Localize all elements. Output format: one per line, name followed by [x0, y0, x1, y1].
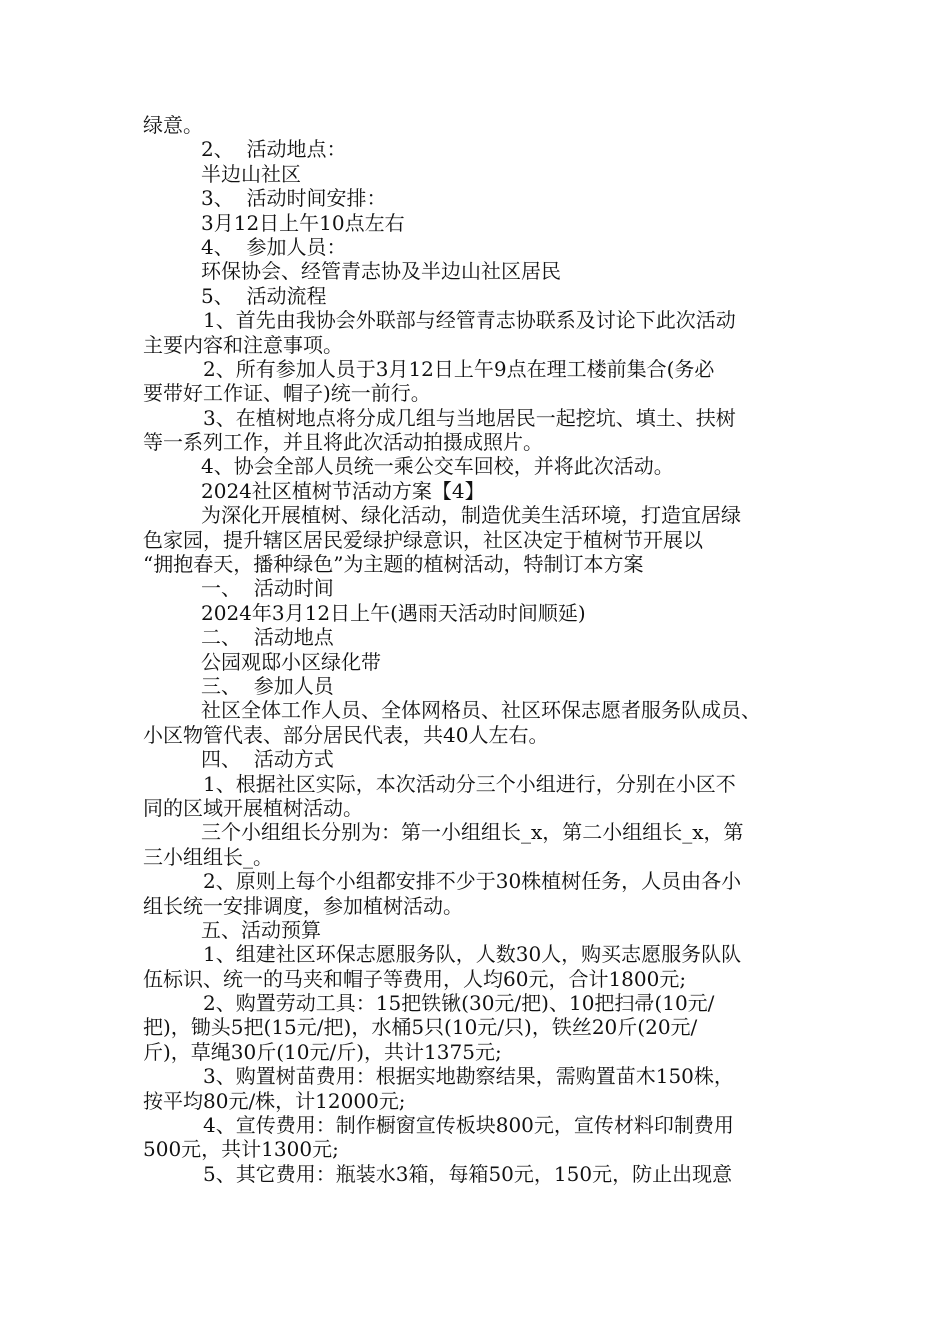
- text-line: 三小组组长_。: [143, 844, 273, 869]
- text-line: 色家园，提升辖区居民爱绿护绿意识，社区决定于植树节开展以: [143, 527, 703, 552]
- text-line: 主要内容和注意事项。: [143, 332, 343, 357]
- text-line: 500元，共计1300元;: [143, 1137, 339, 1162]
- text-line: 五、活动预算: [201, 917, 321, 942]
- text-line: 社区全体工作人员、全体网格员、社区环保志愿者服务队成员、: [201, 698, 761, 723]
- text-line: 小区物管代表、部分居民代表，共40人左右。: [143, 722, 549, 747]
- text-line: 把)，锄头5把(15元/把)，水桶5只(10元/只)，铁丝20斤(20元/: [143, 1015, 698, 1040]
- text-line: 等一系列工作，并且将此次活动拍摄成照片。: [143, 430, 543, 455]
- text-line: 2、所有参加人员于3月12日上午9点在理工楼前集合(务必: [203, 356, 715, 381]
- text-line: 按平均80元/株，计12000元;: [143, 1088, 406, 1113]
- text-line: 四、 活动方式: [201, 747, 334, 772]
- text-line: 1、根据社区实际，本次活动分三个小组进行，分别在小区不: [203, 771, 736, 796]
- text-line: 2、 活动地点：: [201, 137, 347, 162]
- text-line: 绿意。: [143, 113, 203, 137]
- text-line: “拥抱春天，播种绿色”为主题的植树活动，特制订本方案: [143, 552, 644, 577]
- text-line: 3月12日上午10点左右: [201, 210, 405, 235]
- text-line: 4、 参加人员：: [201, 234, 347, 259]
- text-line: 2、购置劳动工具：15把铁锹(30元/把)、10把扫帚(10元/: [203, 991, 715, 1016]
- text-line: 3、 活动时间安排：: [201, 186, 387, 211]
- text-line: 为深化开展植树、绿化活动，制造优美生活环境，打造宜居绿: [201, 503, 741, 528]
- text-line: 4、协会全部人员统一乘公交车回校，并将此次活动。: [201, 454, 674, 479]
- text-line: 二、 活动地点: [201, 625, 334, 650]
- text-line: 2024年3月12日上午(遇雨天活动时间顺延): [201, 600, 586, 625]
- text-line: 1、首先由我协会外联部与经管青志协联系及讨论下此次活动: [203, 308, 736, 333]
- text-line: 三个小组组长分别为：第一小组组长_x，第二小组组长_x，第: [201, 820, 744, 845]
- text-line: 5、 活动流程: [201, 283, 327, 308]
- document-body: [143, 113, 823, 1186]
- text-line: 1、组建社区环保志愿服务队，人数30人，购买志愿服务队队: [203, 942, 742, 967]
- text-line: 环保协会、经管青志协及半边山社区居民: [201, 259, 561, 284]
- text-line: 斤)，草绳30斤(10元/斤)，共计1375元;: [143, 1039, 502, 1064]
- text-line: 3、在植树地点将分成几组与当地居民一起挖坑、填土、扶树: [203, 405, 736, 430]
- text-line: 3、购置树苗费用：根据实地勘察结果，需购置苗木150株，: [203, 1064, 734, 1089]
- text-line: 同的区域开展植树活动。: [143, 795, 363, 820]
- text-line: 三、 参加人员: [201, 673, 334, 698]
- text-line: 要带好工作证、帽子)统一前行。: [143, 381, 431, 406]
- section-heading: 2024社区植树节活动方案【4】: [201, 478, 485, 503]
- text-line: 伍标识、统一的马夹和帽子等费用，人均60元，合计1800元;: [143, 966, 687, 991]
- text-line: 一、 活动时间: [201, 576, 334, 601]
- text-line: 2、原则上每个小组都安排不少于30株植树任务，人员由各小: [203, 869, 742, 894]
- text-line: 组长统一安排调度，参加植树活动。: [143, 893, 463, 918]
- text-line: 半边山社区: [201, 161, 301, 186]
- text-line: 公园观邸小区绿化带: [201, 649, 381, 674]
- text-line: 4、宣传费用：制作橱窗宣传板块800元，宣传材料印制费用: [203, 1113, 734, 1138]
- text-line: 5、其它费用：瓶装水3箱，每箱50元，150元，防止出现意: [203, 1161, 733, 1186]
